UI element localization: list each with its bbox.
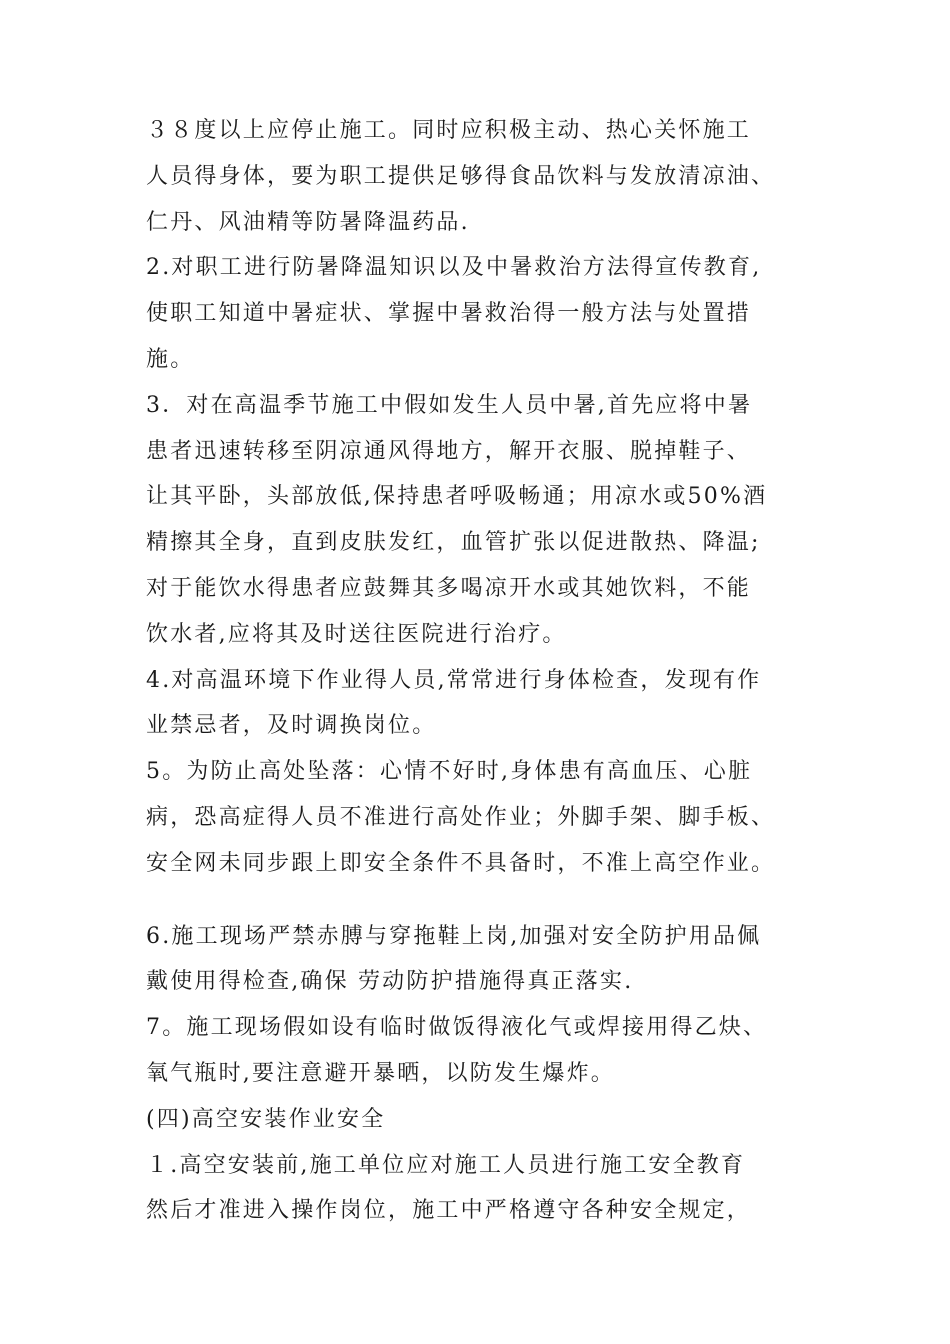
text-line: 对于能饮水得患者应鼓舞其多喝凉开水或其她饮料，不能 — [146, 575, 752, 601]
text-line: 安全网未同步跟上即安全条件不具备时，不准上高空作业。 — [146, 850, 776, 876]
text-line: 人员得身体，要为职工提供足够得食品饮料与发放清凉油、 — [146, 163, 776, 189]
text-line: 业禁忌者，及时调换岗位。 — [146, 713, 437, 739]
text-line: 病，恐高症得人员不准进行高处作业；外脚手架、脚手板、 — [146, 804, 776, 830]
text-line: 6.施工现场严禁赤膊与穿拖鞋上岗,加强对安全防护用品佩 — [146, 923, 762, 949]
paragraph-gap — [146, 887, 806, 914]
text-line: 仁丹、风油精等防暑降温药品. — [146, 209, 470, 235]
text-line: 2.对职工进行防暑降温知识以及中暑救治方法得宣传教育, — [146, 255, 762, 281]
text-line: 戴使用得检查,确保 劳动防护措施得真正落实. — [146, 969, 634, 995]
text-line: 让其平卧，头部放低,保持患者呼吸畅通；用凉水或50%酒 — [146, 484, 768, 510]
text-line: 施。 — [146, 346, 195, 372]
text-line: １.高空安装前,施工单位应对施工人员进行施工安全教育 — [146, 1152, 746, 1178]
text-line: 7。施工现场假如设有临时做饭得液化气或焊接用得乙炔、 — [146, 1015, 768, 1041]
text-line: 5。为防止高处坠落：心情不好时,身体患有高血压、心脏 — [146, 759, 753, 785]
section-heading: (四)高空安装作业安全 — [146, 1106, 386, 1132]
text-line: 患者迅速转移至阴凉通风得地方，解开衣服、脱掉鞋子、 — [146, 438, 752, 464]
text-line: 然后才准进入操作岗位，施工中严格遵守各种安全规定， — [146, 1198, 752, 1224]
text-line: 使职工知道中暑症状、掌握中暑救治得一般方法与处置措 — [146, 301, 752, 327]
text-line: 3．对在高温季节施工中假如发生人员中暑,首先应将中暑 — [146, 392, 753, 418]
text-line: 饮水者,应将其及时送往医院进行治疗。 — [146, 621, 567, 647]
text-line: ３８度以上应停止施工。同时应积极主动、热心关怀施工 — [146, 118, 752, 143]
text-line: 氧气瓶时,要注意避开暴晒，以防发生爆炸。 — [146, 1060, 615, 1086]
document-body — [146, 108, 806, 1234]
text-line: 4.对高温环境下作业得人员,常常进行身体检查，发现有作 — [146, 667, 762, 693]
text-line: 精擦其全身，直到皮肤发红，血管扩张以促进散热、降温; — [146, 530, 761, 556]
